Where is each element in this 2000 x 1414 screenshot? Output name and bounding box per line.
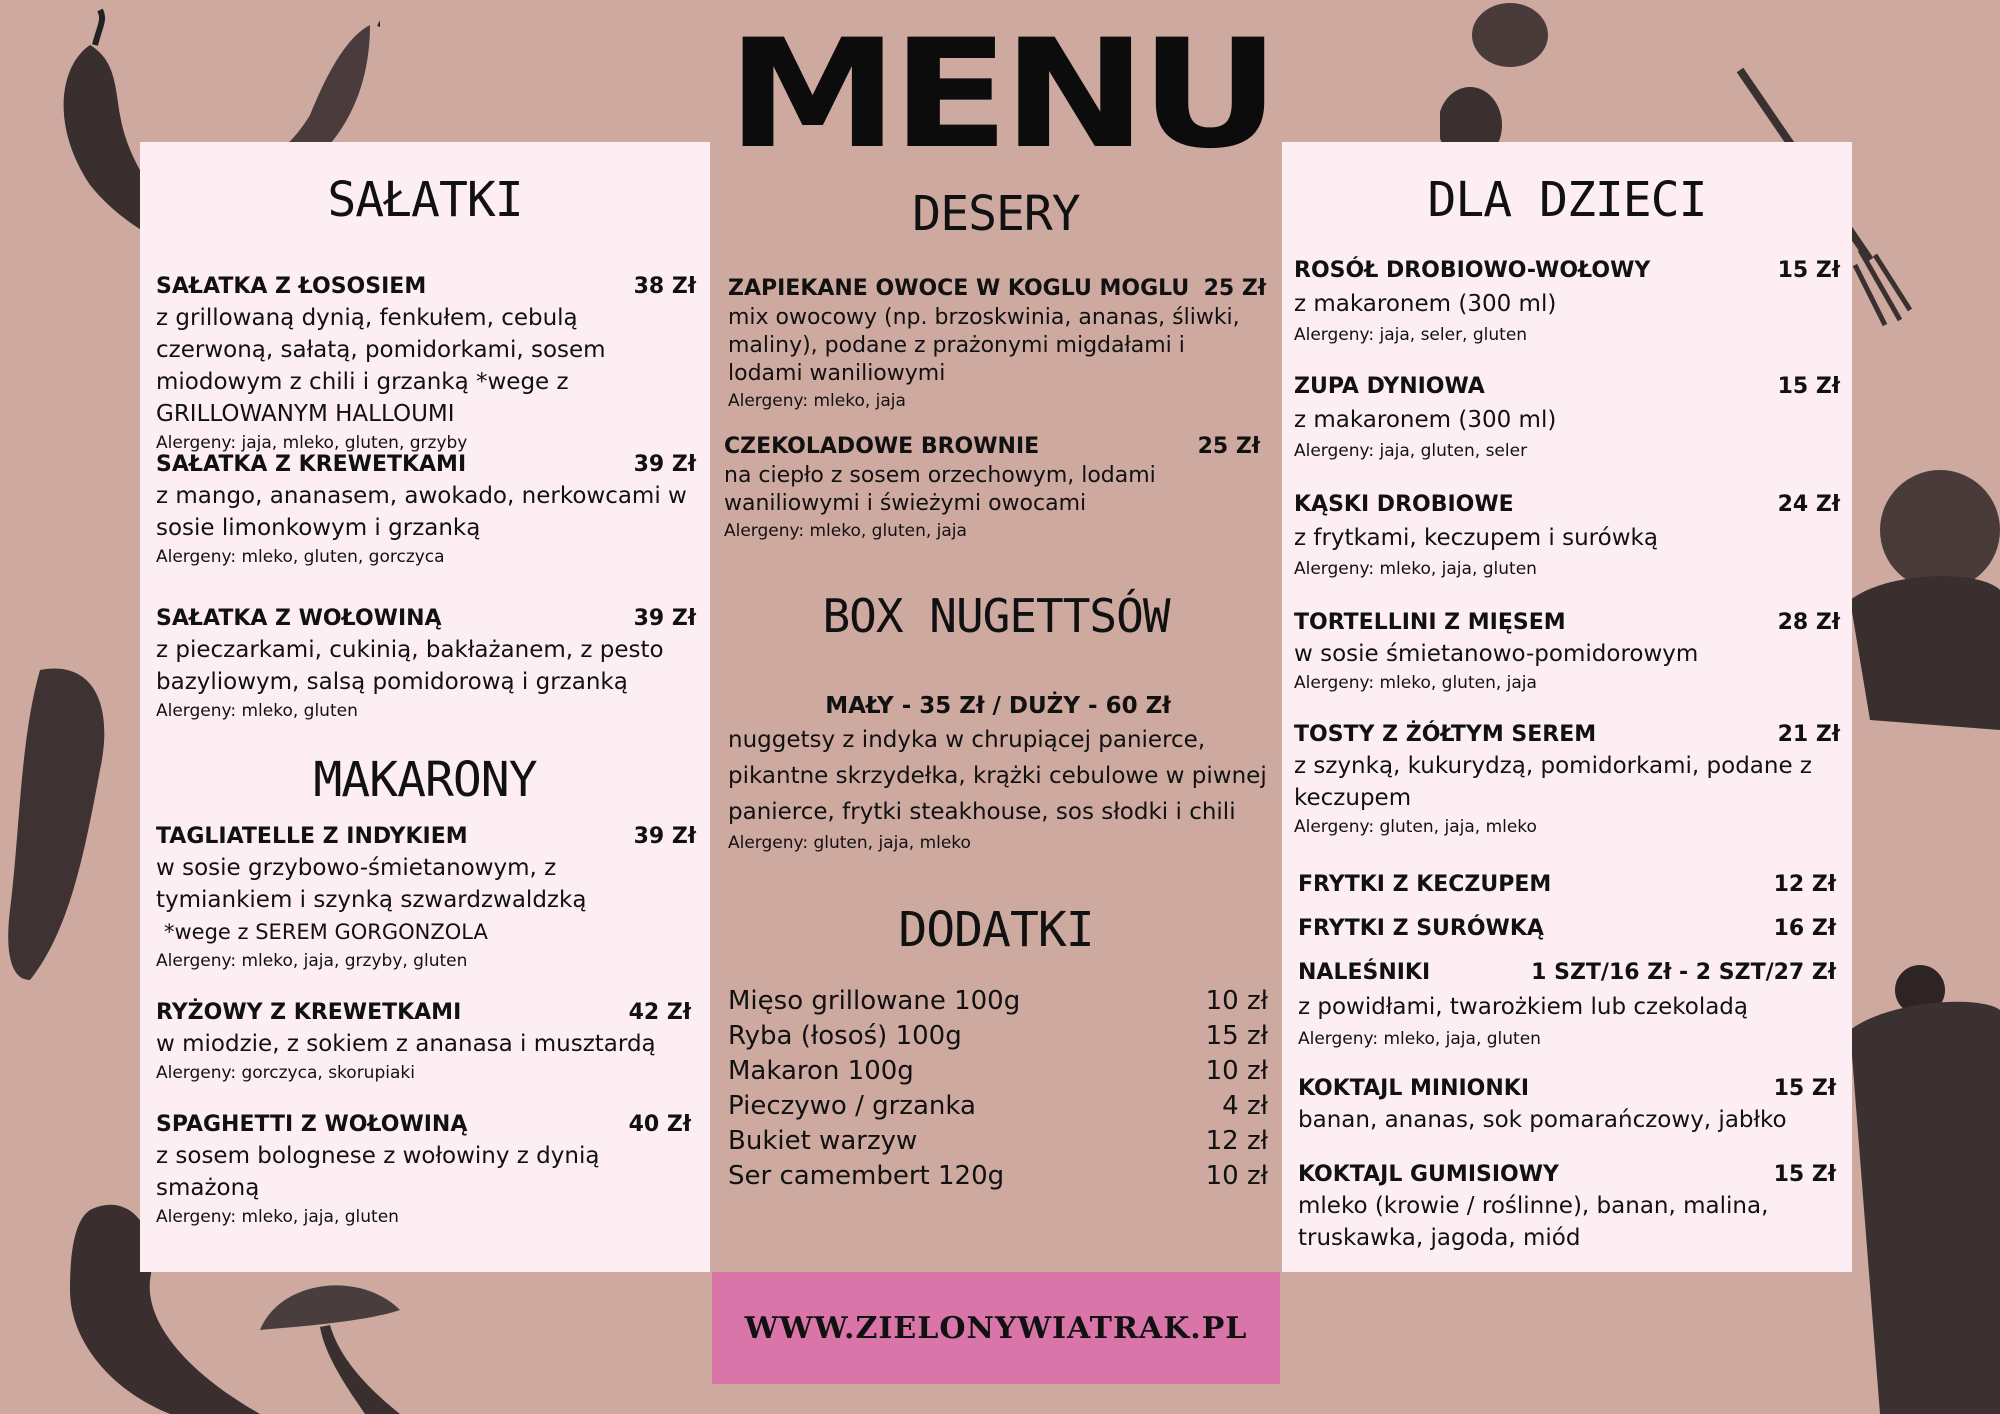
item-price: 25 Zł: [1203, 276, 1266, 301]
menu-item: [156, 998, 691, 1086]
item-name: KOKTAJL MINIONKI: [1298, 1076, 1530, 1101]
item-name: ZAPIEKANE OWOCE W KOGLU MOGLU: [728, 276, 1190, 301]
left-panel: [140, 142, 710, 1272]
item-allergens: Alergeny: mleko, gluten: [156, 701, 358, 721]
section-title-desery: DESERY: [912, 186, 1080, 242]
list-item: [728, 984, 1268, 1019]
item-allergens: Alergeny: mleko, jaja, gluten: [1294, 559, 1537, 579]
section-title-makarony: MAKARONY: [313, 752, 537, 808]
item-price: 15 Zł: [1773, 1076, 1836, 1101]
item-description: nuggetsy z indyka w chrupiącej panierce, pikantne skrzydełka, krążki cebulowe w piwnej panierce, frytki steakhouse, sos słodki i chili: [728, 727, 1267, 825]
item-price: 25 Zł: [1197, 434, 1260, 459]
item-price: 15 Zł: [1773, 1162, 1836, 1187]
menu-item: [1294, 372, 1840, 464]
menu-item: [1294, 256, 1840, 348]
item-price: 16 Zł: [1773, 916, 1836, 941]
list-item: [728, 1159, 1268, 1194]
item-name: CZEKOLADOWE BROWNIE: [724, 434, 1040, 459]
menu-item: [1298, 1074, 1836, 1136]
item-price: 10 zł: [1205, 986, 1268, 1016]
website-link[interactable]: WWW.ZIELONYWIATRAK.PL: [744, 1310, 1248, 1346]
item-price: 12 Zł: [1773, 872, 1836, 897]
menu-item: [1298, 958, 1836, 1052]
item-name: TAGLIATELLE Z INDYKIEM: [156, 824, 468, 849]
item-price: 12 zł: [1205, 1126, 1268, 1156]
item-description: mix owocowy (np. brzoskwinia, ananas, śliwki, maliny), podane z prażonymi migdałami i lodami waniliowymi: [728, 305, 1240, 386]
item-price: 15 Zł: [1777, 374, 1840, 399]
item-description: w sosie grzybowo-śmietanowym, z tymiankiem i szynką szwardzwaldzką: [156, 855, 587, 913]
item-description: z powidłami, twarożkiem lub czekoladą: [1298, 994, 1748, 1020]
item-allergens: Alergeny: mleko, gluten, jaja: [1294, 673, 1537, 693]
item-price: 10 zł: [1205, 1056, 1268, 1086]
item-name: ZUPA DYNIOWA: [1294, 374, 1485, 399]
item-price: 24 Zł: [1777, 492, 1840, 517]
item-description: z mango, ananasem, awokado, nerkowcami w sosie limonkowym i grzanką: [156, 483, 687, 541]
item-price: 38 Zł: [633, 274, 696, 299]
item-allergens: Alergeny: jaja, seler, gluten: [1294, 325, 1528, 345]
menu-item: [724, 432, 1260, 544]
menu-item: [156, 450, 696, 570]
item-description: mleko (krowie / roślinne), banan, malina, truskawka, jagoda, miód: [1298, 1193, 1769, 1251]
item-price: 39 Zł: [633, 452, 696, 477]
item-description: na ciepło z sosem orzechowym, lodami waniliowymi i świeżymi owocami: [724, 463, 1156, 516]
item-name: Pieczywo / grzanka: [728, 1091, 976, 1121]
item-allergens: Alergeny: mleko, gluten, gorczyca: [156, 547, 445, 567]
list-item: [728, 1054, 1268, 1089]
item-description: w miodzie, z sokiem z ananasa i musztardą: [156, 1031, 656, 1057]
dodatki-list: [728, 984, 1268, 1194]
item-description: z sosem bolognese z wołowiny z dynią smażoną: [156, 1143, 600, 1201]
item-name: FRYTKI Z KECZUPEM: [1298, 872, 1552, 897]
list-item: [728, 1019, 1268, 1054]
page-title: MENU: [726, 8, 1274, 182]
item-allergens: Alergeny: jaja, mleko, gluten, grzyby: [156, 433, 468, 453]
menu-item: [1298, 914, 1836, 944]
item-price: 10 zł: [1205, 1161, 1268, 1191]
item-description: z grillowaną dynią, fenkułem, cebulą czerwoną, sałatą, pomidorkami, sosem miodowym z chili i grzanką *wege z GRILLOWANYM HALLOUMI: [156, 305, 606, 427]
item-price: 39 Zł: [633, 606, 696, 631]
item-name: Makaron 100g: [728, 1056, 914, 1086]
item-price: 39 Zł: [633, 824, 696, 849]
menu-item: [1294, 490, 1840, 582]
item-allergens: Alergeny: gluten, jaja, mleko: [728, 833, 971, 853]
item-description: z makaronem (300 ml): [1294, 291, 1557, 317]
item-name: Ryba (łosoś) 100g: [728, 1021, 962, 1051]
item-name: FRYTKI Z SURÓWKĄ: [1298, 916, 1544, 941]
item-allergens: Alergeny: mleko, jaja, gluten: [1298, 1029, 1541, 1049]
list-item: [728, 1124, 1268, 1159]
item-description: z szynką, kukurydzą, pomidorkami, podane z keczupem: [1294, 753, 1812, 811]
box-nuggets: [728, 690, 1268, 856]
item-allergens: Alergeny: mleko, jaja, grzyby, gluten: [156, 951, 468, 971]
item-price: 28 Zł: [1777, 610, 1840, 635]
section-title-box: BOX NUGETTSÓW: [822, 589, 1170, 643]
cinnamon-roll-icon: [1830, 460, 2000, 740]
item-name: NALEŚNIKI: [1298, 960, 1431, 985]
item-name: KĄSKI DROBIOWE: [1294, 492, 1514, 517]
menu-item: [156, 272, 696, 456]
item-name: TORTELLINI Z MIĘSEM: [1294, 610, 1566, 635]
item-name: Bukiet warzyw: [728, 1126, 918, 1156]
item-name: TOSTY Z ŻÓŁTYM SEREM: [1294, 722, 1597, 747]
item-allergens: Alergeny: jaja, gluten, seler: [1294, 441, 1528, 461]
menu-item: [1294, 608, 1840, 696]
right-panel: [1282, 142, 1852, 1272]
item-name: Mięso grillowane 100g: [728, 986, 1021, 1016]
item-name: Ser camembert 120g: [728, 1161, 1005, 1191]
menu-item: [156, 822, 696, 974]
item-name: SAŁATKA Z KREWETKAMI: [156, 452, 467, 477]
website-banner: [712, 1272, 1280, 1384]
item-allergens: Alergeny: mleko, gluten, jaja: [724, 521, 967, 541]
sausage-icon: [0, 650, 120, 990]
item-price: 42 Zł: [628, 1000, 691, 1025]
item-allergens: Alergeny: mleko, jaja, gluten: [156, 1207, 399, 1227]
item-name: SPAGHETTI Z WOŁOWINĄ: [156, 1112, 468, 1137]
menu-item: [156, 604, 696, 724]
milkshake-icon: [1830, 900, 2000, 1414]
section-title-dodatki: DODATKI: [898, 902, 1094, 958]
item-name: RYŻOWY Z KREWETKAMI: [156, 1000, 462, 1025]
item-name: ROSÓŁ DROBIOWO-WOŁOWY: [1294, 258, 1651, 283]
menu-item: [1294, 720, 1840, 840]
menu-item: [156, 1110, 691, 1230]
item-name: SAŁATKA Z ŁOSOSIEM: [156, 274, 427, 299]
box-sizes: MAŁY - 35 Zł / DUŻY - 60 Zł: [825, 693, 1171, 719]
item-name: KOKTAJL GUMISIOWY: [1298, 1162, 1559, 1187]
mushroom-icon: [250, 1270, 450, 1414]
item-description: banan, ananas, sok pomarańczowy, jabłko: [1298, 1107, 1787, 1133]
item-description: w sosie śmietanowo-pomidorowym: [1294, 641, 1699, 667]
item-description: z pieczarkami, cukinią, bakłażanem, z pesto bazyliowym, salsą pomidorową i grzanką: [156, 637, 664, 695]
item-price: 21 Zł: [1777, 722, 1840, 747]
item-note: *wege z SEREM GORGONZOLA: [164, 920, 488, 944]
menu-item: [1298, 870, 1836, 900]
item-price: 4 zł: [1222, 1091, 1268, 1121]
menu-item: [1298, 1160, 1836, 1254]
menu-item: [728, 274, 1266, 414]
item-description: z frytkami, keczupem i surówką: [1294, 525, 1658, 551]
item-price: 15 Zł: [1777, 258, 1840, 283]
item-description: z makaronem (300 ml): [1294, 407, 1557, 433]
list-item: [728, 1089, 1268, 1124]
item-allergens: Alergeny: mleko, jaja: [728, 391, 906, 411]
item-price: 15 zł: [1205, 1021, 1268, 1051]
item-name: SAŁATKA Z WOŁOWINĄ: [156, 606, 442, 631]
item-allergens: Alergeny: gluten, jaja, mleko: [1294, 817, 1537, 837]
item-price: 40 Zł: [628, 1112, 691, 1137]
section-title-dzieci: DLA DZIECI: [1427, 172, 1707, 228]
item-price: 1 SZT/16 Zł - 2 SZT/27 Zł: [1531, 960, 1836, 985]
item-allergens: Alergeny: gorczyca, skorupiaki: [156, 1063, 415, 1083]
section-title-salatki: SAŁATKI: [327, 172, 523, 228]
